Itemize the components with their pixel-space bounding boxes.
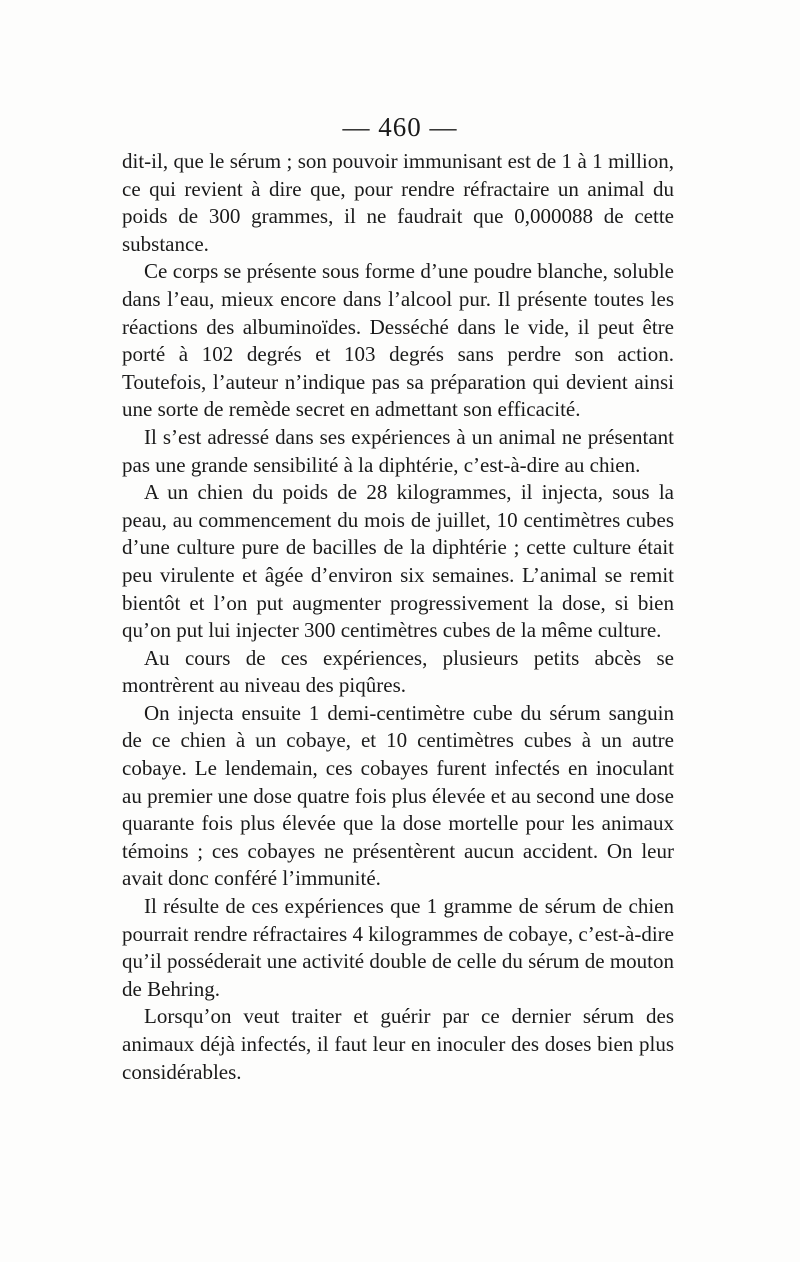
paragraph: dit-il, que le sérum ; son pouvoir immunisant est de 1 à 1 million, ce qui revient à dire que, pour rendre réfractaire un animal du poids de 300 grammes, il ne faudrait que 0,000088 de cette substance.	[122, 149, 674, 256]
paragraph: On injecta ensuite 1 demi-centimètre cube du sérum sanguin de ce chien à un cobaye, et 10 centimètres cubes à un autre cobaye. Le lendemain, ces cobayes furent infectés en inoculant au premier une dose quatre fois plus élevée et au second une dose quarante fois plus élevée que la dose mortelle pour les animaux témoins ; ces cobayes ne présentèrent aucun accident. On leur avait donc conféré l’immunité.	[122, 700, 674, 891]
paragraph: Lorsqu’on veut traiter et guérir par ce dernier sérum des animaux déjà infectés, il faut leur en inoculer des doses bien plus considérables.	[122, 1004, 674, 1084]
paragraph: Au cours de ces expériences, plusieurs petits abcès se montrèrent au niveau des piqûres.	[122, 645, 674, 698]
page-number: — 460 —	[342, 112, 458, 142]
paragraph: Il s’est adressé dans ses expériences à un animal ne présentant pas une grande sensibilité à la diphtérie, c’est-à-dire au chien.	[122, 424, 674, 477]
paragraph: Ce corps se présente sous forme d’une poudre blanche, soluble dans l’eau, mieux encore dans l’alcool pur. Il présente toutes les réactions des albuminoïdes. Desséché dans le vide, il peut être porté à 102 degrés et 103 degrés sans perdre son action. Toutefois, l’auteur n’indique pas sa préparation qui devient ainsi une sorte de remède secret en admettant son efficacité.	[122, 259, 674, 422]
body-text	[122, 148, 674, 1086]
paragraph: Il résulte de ces expériences que 1 gramme de sérum de chien pourrait rendre réfractaires 4 kilogrammes de cobaye, c’est-à-dire qu’il posséderait une activité double de celle du sérum de mouton de Behring.	[122, 894, 674, 1001]
paragraph: A un chien du poids de 28 kilogrammes, il injecta, sous la peau, au commencement du mois de juillet, 10 centimètres cubes d’une culture pure de bacilles de la diphtérie ; cette culture était peu virulente et âgée d’environ six semaines. L’animal se remit bientôt et l’on put augmenter progressivement la dose, si bien qu’on put lui injecter 300 centimètres cubes de la même culture.	[122, 480, 674, 643]
